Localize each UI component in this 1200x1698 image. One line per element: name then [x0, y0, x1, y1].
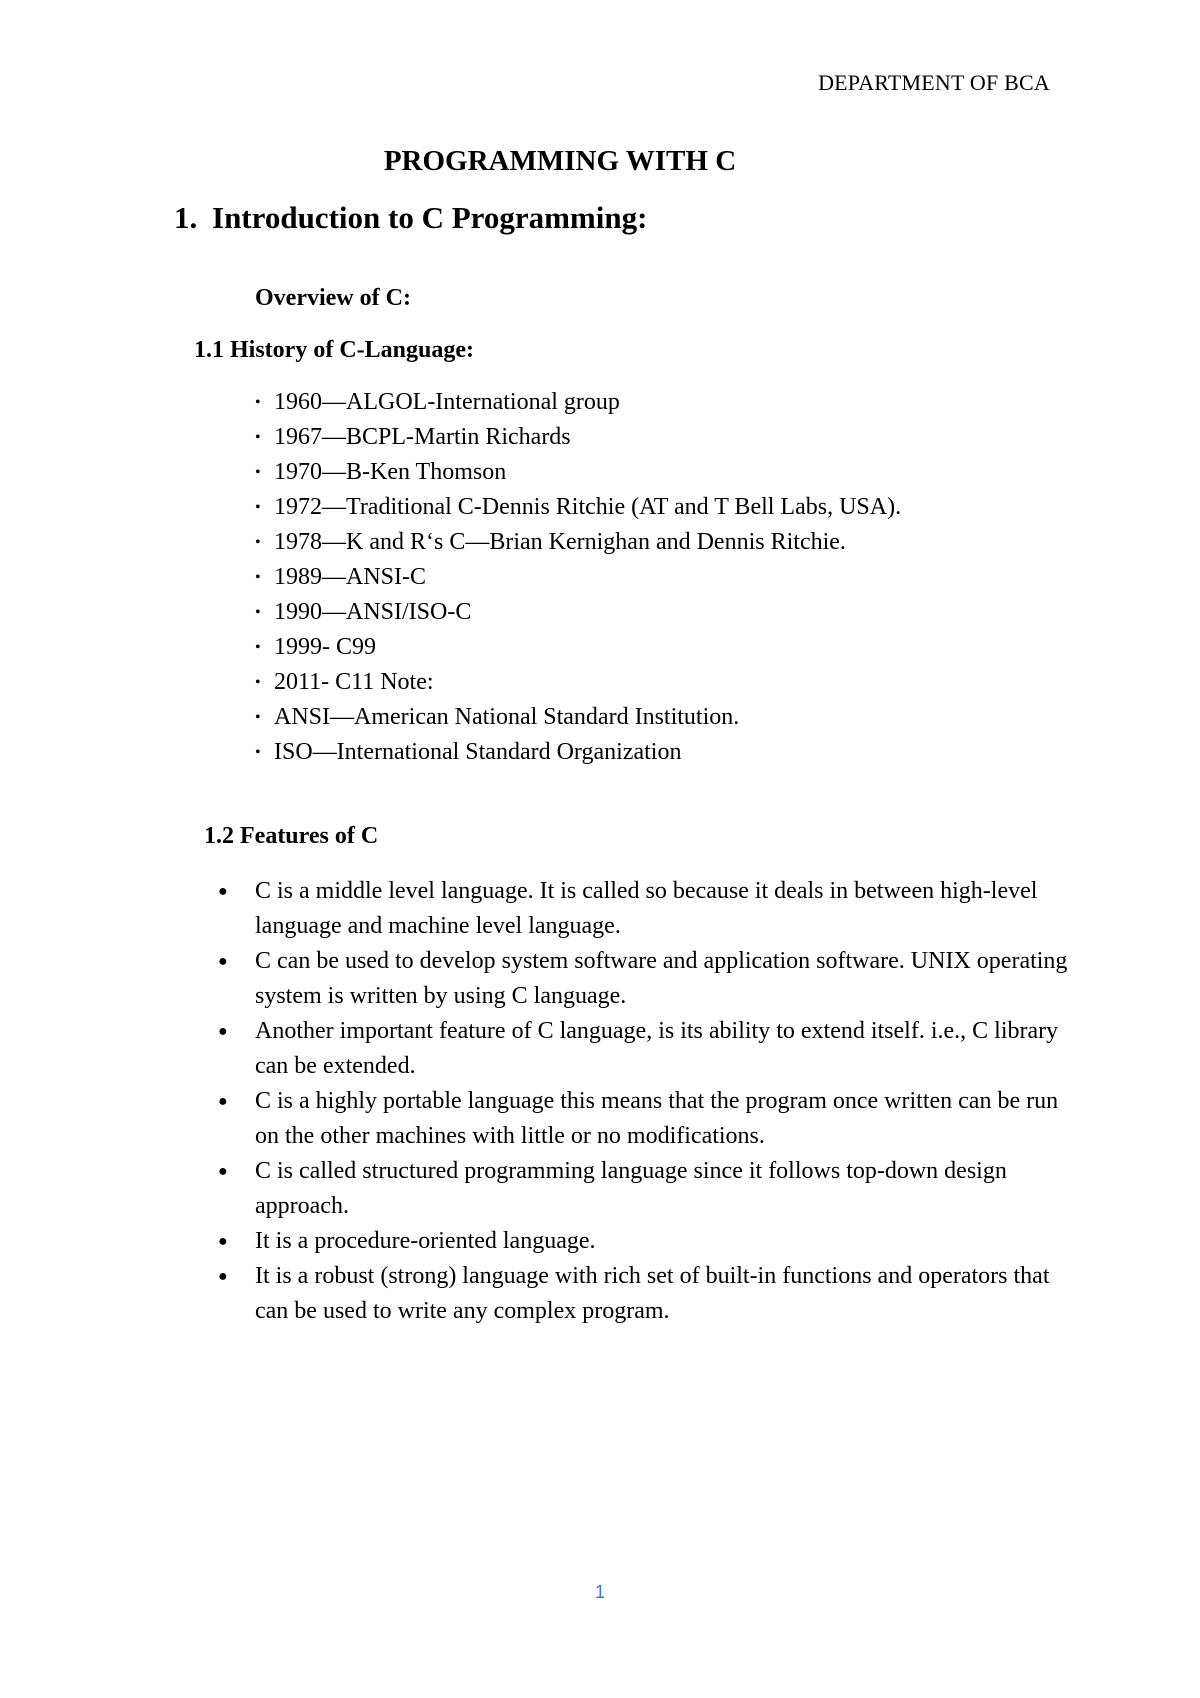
list-item: • ANSI—American National Standard Institution. — [255, 700, 901, 735]
chapter-title: Introduction to C Programming: — [212, 200, 648, 235]
list-item: • 1999- C99 — [255, 630, 901, 665]
bullet-icon: • — [255, 499, 261, 516]
list-item: ● C can be used to develop system software and application software. UNIX operating system is written by using C language. — [218, 944, 1078, 1014]
list-item: • 1967—BCPL-Martin Richards — [255, 420, 901, 455]
bullet-icon: ● — [218, 1268, 228, 1285]
chapter-number: 1. — [174, 200, 198, 235]
bullet-icon: ● — [218, 953, 228, 970]
bullet-icon: • — [255, 709, 261, 726]
list-item: ● C is a middle level language. It is called so because it deals in between high-level language and machine level language. — [218, 874, 1078, 944]
list-item: ● C is called structured programming language since it follows top-down design approach. — [218, 1154, 1078, 1224]
features-heading: 1.2 Features of C — [204, 823, 379, 849]
bullet-icon: ● — [218, 1233, 228, 1250]
list-item: • 1990—ANSI/ISO-C — [255, 595, 901, 630]
list-item: • 2011- C11 Note: — [255, 665, 901, 700]
department-header: DEPARTMENT OF BCA — [818, 70, 1050, 95]
list-item: • 1970—B-Ken Thomson — [255, 455, 901, 490]
document-title: PROGRAMMING WITH C — [383, 145, 737, 177]
features-list — [218, 874, 1078, 1329]
bullet-icon: ● — [218, 1023, 228, 1040]
list-item: ● Another important feature of C language, is its ability to extend itself. i.e., C library can be extended. — [218, 1014, 1078, 1084]
page-number: 1 — [594, 1582, 605, 1602]
bullet-icon: • — [255, 429, 261, 446]
bullet-icon: • — [255, 744, 261, 761]
bullet-icon: • — [255, 569, 261, 586]
list-item: • 1989—ANSI-C — [255, 560, 901, 595]
list-item: • 1972—Traditional C-Dennis Ritchie (AT and T Bell Labs, USA). — [255, 490, 901, 525]
bullet-icon: • — [255, 604, 261, 621]
bullet-icon: ● — [218, 883, 228, 900]
history-list — [255, 385, 901, 770]
bullet-icon: • — [255, 534, 261, 551]
bullet-icon: • — [255, 394, 261, 411]
list-item: • 1960—ALGOL-International group — [255, 385, 901, 420]
list-item: ● C is a highly portable language this means that the program once written can be run on the other machines with little or no modifications. — [218, 1084, 1078, 1154]
list-item: ● It is a robust (strong) language with rich set of built-in functions and operators that can be used to write any complex program. — [218, 1259, 1078, 1329]
chapter-heading — [174, 200, 647, 236]
list-item: ● It is a procedure-oriented language. — [218, 1224, 1078, 1259]
bullet-icon: • — [255, 464, 261, 481]
list-item: • 1978—K and R‘s C—Brian Kernighan and Dennis Ritchie. — [255, 525, 901, 560]
bullet-icon: • — [255, 674, 261, 691]
bullet-icon: ● — [218, 1163, 228, 1180]
list-item: • ISO—International Standard Organization — [255, 735, 901, 770]
overview-heading: Overview of C: — [255, 285, 411, 311]
history-heading: 1.1 History of C-Language: — [194, 337, 474, 363]
bullet-icon: • — [255, 639, 261, 656]
bullet-icon: ● — [218, 1093, 228, 1110]
